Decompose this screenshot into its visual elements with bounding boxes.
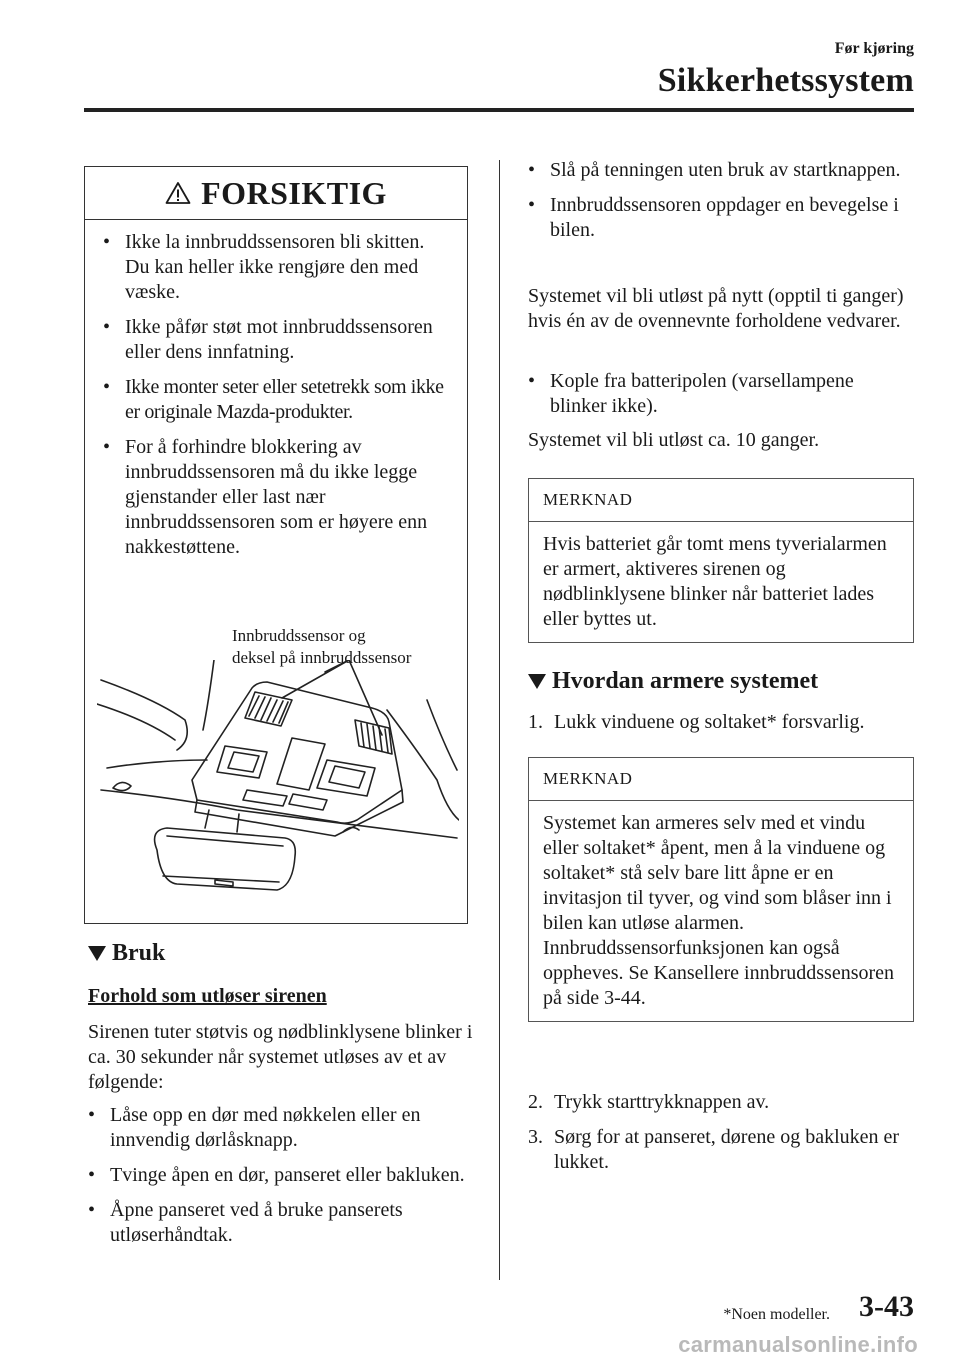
caution-list: [99, 230, 453, 560]
step-list-1: [528, 710, 914, 735]
column-divider: [499, 160, 500, 1280]
arm-heading-text: Hvordan armere systemet: [552, 668, 819, 694]
footnote: *Noen modeller.: [723, 1306, 830, 1323]
battery-list: [524, 369, 914, 429]
note-box: [528, 757, 914, 1022]
header-rule: [84, 108, 914, 112]
trigger-item: • Innbruddssensoren oppdager en bevegelse i bilen.: [524, 193, 914, 243]
caution-item: • For å forhindre blokkering av innbruddssensoren må du ikke legge gjenstander eller last nær innbruddssensoren som er høyere enn nakkestøttene.: [99, 435, 453, 560]
caution-item: • Ikke la innbruddssensoren bli skitten. Du kan heller ikke rengjøre den med væske.: [99, 230, 453, 305]
caution-title: FORSIKTIG: [201, 174, 387, 211]
caution-item: • Ikke monter seter eller setetrekk som ikke er originale Mazda-produkter.: [99, 375, 453, 425]
note-title: MERKNAD: [529, 479, 913, 522]
section-triangle-icon: [528, 674, 546, 689]
step-text: Sørg for at panseret, dørene og bakluken er lukket.: [554, 1126, 900, 1173]
step-item: [528, 1125, 914, 1175]
note-text: Hvis batteriet går tomt mens tyverialarmen er armert, aktiveres sirenen og nødblinklysene blinker når batteriet lades eller byttes ut.: [543, 533, 887, 630]
bruk-heading-text: Bruk: [112, 940, 166, 966]
bruk-item: • Tvinge åpen en dør, panseret eller bakluken.: [84, 1163, 478, 1188]
warning-icon: [165, 181, 191, 205]
note-text: Systemet kan armeres selv med et vindu eller soltaket* åpent, men å la vinduene og soltaket* stå selv bare litt åpne er en invitasjon til tyver, og vind som blåser inn i bilen kan utløse alarmen. Innbruddssensorfunksjonen kan også oppheves. Se Kansellere innbruddssensoren på side 3-44.: [543, 812, 895, 1009]
caution-item: • Ikke påfør støt mot innbruddssensoren eller dens innfatning.: [99, 315, 453, 365]
watermark: carmanualsonline.info: [678, 1332, 918, 1357]
bruk-subheading: Forhold som utløser sirenen: [88, 985, 327, 1007]
section-triangle-icon: [88, 946, 106, 961]
figure-label-line: deksel på innbruddssensor: [232, 648, 412, 667]
chapter-title: Før kjøring: [834, 40, 914, 57]
arm-heading: [528, 668, 818, 695]
figure-label-line: Innbruddssensor og: [232, 626, 366, 645]
count-paragraph: Systemet vil bli utløst ca. 10 ganger.: [528, 429, 820, 451]
repeat-paragraph: Systemet vil bli utløst på nytt (opptil ti ganger) hvis én av de ovennevnte forholdene vedvarer.: [528, 285, 904, 332]
page-number: 3-43: [859, 1290, 914, 1323]
note-box: [528, 478, 914, 643]
bruk-item: • Åpne panseret ved å bruke panserets utløserhåndtak.: [84, 1198, 478, 1248]
step-number: 1.: [528, 711, 543, 733]
section-title: Sikkerhetssystem: [657, 62, 914, 99]
bruk-list: [84, 1103, 478, 1258]
step-text: Lukk vinduene og soltaket* forsvarlig.: [554, 711, 865, 733]
overhead-console-illustration: [97, 660, 459, 900]
note-title: MERKNAD: [529, 758, 913, 801]
step-list-2: [528, 1090, 914, 1175]
caution-header: [85, 167, 467, 220]
step-text: Trykk starttrykknappen av.: [554, 1091, 770, 1113]
step-number: 3.: [528, 1126, 543, 1148]
step-item: [528, 1090, 914, 1115]
bruk-intro: Sirenen tuter støtvis og nødblinklysene blinker i ca. 30 sekunder når systemet utløses av et av følgende:: [88, 1021, 473, 1093]
battery-item: • Kople fra batteripolen (varsellampene blinker ikke).: [524, 369, 914, 419]
bruk-item: • Låse opp en dør med nøkkelen eller en innvendig dørlåsknapp.: [84, 1103, 478, 1153]
trigger-item: • Slå på tenningen uten bruk av startknappen.: [524, 158, 914, 183]
bruk-heading: [88, 940, 165, 967]
step-item: [528, 710, 914, 735]
step-number: 2.: [528, 1091, 543, 1113]
trigger-list: [524, 158, 914, 253]
